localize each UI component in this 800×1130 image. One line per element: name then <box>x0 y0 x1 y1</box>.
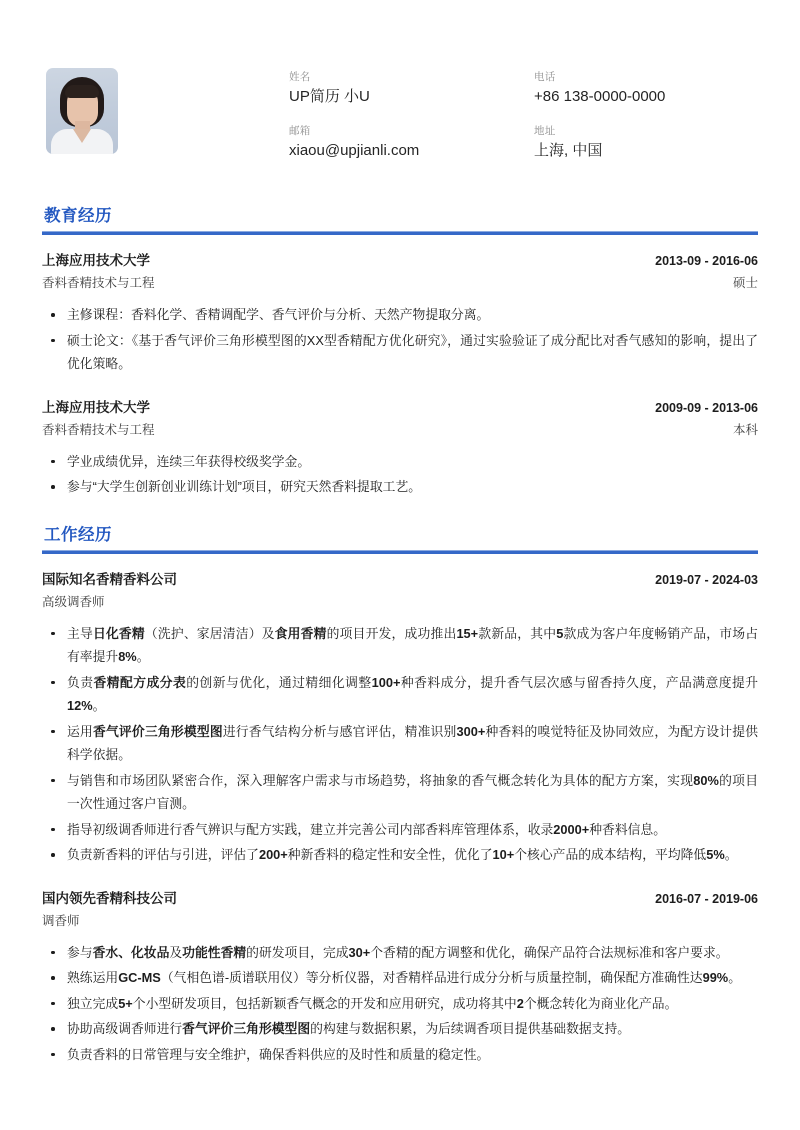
bullet-text: （气相色谱-质谱联用仪）等分析仪器，对香精样品进行成分分析与质量控制，确保配方准确性达 <box>160 970 703 985</box>
entry-date-range: 2013-09 - 2016-06 <box>655 254 758 268</box>
bullet-text: 的创新与优化，通过精细化调整 <box>186 674 372 690</box>
bullet-item <box>42 303 758 327</box>
bullet-emphasis: 300+ <box>456 723 486 739</box>
avatar <box>46 68 118 154</box>
section-rule <box>42 231 758 235</box>
bullet-text: 的项目一次性通过客户盲测。 <box>67 772 759 811</box>
bullet-emphasis: 2 <box>516 995 524 1011</box>
bullet-text: 的项目开发，成功推出 <box>326 625 457 641</box>
contact-label: 地址 <box>534 125 556 137</box>
bullet-text: 熟练运用 <box>67 970 119 985</box>
bullet-text: （洗护、家居清洁）及 <box>144 625 275 641</box>
entry-sub-row <box>42 273 758 294</box>
contact-field-phone <box>534 70 758 108</box>
section-title: 工作经历 <box>44 525 112 544</box>
bullet-text: 。 <box>92 698 106 713</box>
bullet-text: 个概念转化为商业化产品。 <box>523 995 678 1011</box>
contact-field-address <box>534 124 758 162</box>
entry-organization: 上海应用技术大学 <box>42 399 150 415</box>
bullet-text: 协助高级调香师进行 <box>67 1021 183 1036</box>
entry-bullet-list <box>42 450 758 499</box>
bullet-emphasis: 香水、化妆品 <box>92 944 170 960</box>
bullet-text: 参与 <box>67 944 93 960</box>
section-title: 教育经历 <box>44 207 112 225</box>
bullet-item <box>42 622 758 669</box>
bullet-emphasis: GC-MS <box>118 970 161 985</box>
sections-root <box>42 202 758 1066</box>
bullet-emphasis: 30+ <box>348 944 371 960</box>
entry-date-range: 2016-07 - 2019-06 <box>655 891 758 906</box>
bullet-emphasis: 12% <box>67 698 93 713</box>
section <box>42 521 758 1067</box>
contact-value: UP简历 小U <box>289 88 370 105</box>
bullet-item <box>42 475 758 499</box>
bullet-text: 种香料成分，提升香气层次感与留香持久度，产品满意度提升 <box>400 674 759 690</box>
bullet-text: 。 <box>728 970 741 985</box>
bullet-text: 。 <box>136 649 150 664</box>
bullet-emphasis: 5% <box>706 847 725 862</box>
bullet-emphasis: 200+ <box>258 847 288 862</box>
entry-organization: 国内领先香精科技公司 <box>42 890 177 906</box>
experience-entry <box>42 398 758 499</box>
bullet-item <box>42 671 758 718</box>
entry-organization: 上海应用技术大学 <box>42 253 150 268</box>
bullet-item <box>42 818 758 842</box>
bullet-text: 。 <box>724 847 738 862</box>
experience-entry <box>42 251 758 376</box>
bullet-text: 主修课程：香料化学、香精调配学、香气评价与分析、天然产物提取分离。 <box>67 307 490 322</box>
bullet-text: 学业成绩优异，连续三年获得校级奖学金。 <box>67 453 311 469</box>
entry-meta: 本科 <box>732 422 758 437</box>
contact-value: 上海, 中国 <box>534 142 603 159</box>
bullet-emphasis: 5 <box>556 625 564 641</box>
entry-bullet-list <box>42 303 758 376</box>
bullet-emphasis: 5+ <box>118 995 133 1011</box>
bullet-text: 种香料的嗅觉特征及协同效应，为配方设计提供科学依据。 <box>67 723 759 762</box>
bullet-item <box>42 450 758 474</box>
bullet-text: 负责 <box>67 674 94 690</box>
bullet-text: 负责新香料的评估与引进，评估了 <box>67 847 259 862</box>
bullet-item <box>42 329 758 376</box>
bullet-text: 种新香料的稳定性和安全性，优化了 <box>287 847 493 862</box>
entry-sub-row <box>42 911 758 932</box>
contact-label: 姓名 <box>289 71 311 83</box>
bullet-emphasis: 10+ <box>492 847 515 862</box>
bullet-text: 款新品，其中 <box>478 625 557 641</box>
avatar-fringe <box>65 85 99 98</box>
entry-header-row <box>42 251 758 271</box>
bullet-emphasis: 100+ <box>371 674 401 690</box>
bullet-text: 参与“大学生创新创业训练计划”项目，研究天然香料提取工艺。 <box>67 479 422 494</box>
bullet-text: 种香料信息。 <box>589 821 667 837</box>
bullet-item <box>42 720 758 767</box>
bullet-emphasis: 8% <box>118 649 137 664</box>
bullet-item <box>42 992 758 1016</box>
contact-value: +86 138-0000-0000 <box>534 88 666 105</box>
entry-subtitle: 香料香精技术与工程 <box>42 422 155 437</box>
contact-label: 电话 <box>534 71 556 83</box>
entry-subtitle: 调香师 <box>42 913 80 928</box>
bullet-text: 的构建与数据积累，为后续调香项目提供基础数据支持。 <box>310 1021 631 1036</box>
bullet-text: 运用 <box>67 723 93 739</box>
section-rule <box>42 550 758 554</box>
entry-header-row <box>42 398 758 418</box>
entry-meta: 硕士 <box>732 276 758 290</box>
bullet-text: 个小型研发项目，包括新颖香气概念的开发和应用研究，成功将其中 <box>132 995 517 1011</box>
contact-value: xiaou@upjianli.com <box>289 142 420 159</box>
bullet-text: 负责香料的日常管理与安全维护，确保香料供应的及时性和质量的稳定性。 <box>67 1046 490 1062</box>
bullet-item <box>42 966 758 990</box>
contact-field-email <box>289 124 534 162</box>
bullet-emphasis: 99% <box>702 970 729 985</box>
resume-header <box>42 0 758 180</box>
bullet-item <box>42 843 758 867</box>
entry-sub-row <box>42 420 758 441</box>
bullet-text: 款成为客户年度畅销产品，市场占有率提升 <box>67 625 759 664</box>
bullet-text: 个香精的配方调整和优化，确保产品符合法规标准和客户要求。 <box>370 944 729 960</box>
bullet-text: 进行香气结构分析与感官评估，精准识别 <box>222 723 457 739</box>
entry-sub-row <box>42 592 758 613</box>
entry-subtitle: 香料香精技术与工程 <box>42 276 155 290</box>
bullet-item <box>42 769 758 816</box>
bullet-emphasis: 2000+ <box>553 821 590 837</box>
entry-date-range: 2019-07 - 2024-03 <box>655 572 758 587</box>
bullet-emphasis: 香精配方成分表 <box>93 674 187 690</box>
bullet-text: 与销售和市场团队紧密合作，深入理解客户需求与市场趋势，将抽象的香气概念转化为具体的配方方案，实现 <box>67 772 694 788</box>
bullet-emphasis: 功能性香精 <box>182 944 247 960</box>
bullet-emphasis: 15+ <box>456 625 479 641</box>
experience-entry <box>42 570 758 867</box>
section <box>42 202 758 499</box>
bullet-text: 及 <box>169 944 183 960</box>
entry-bullet-list <box>42 622 758 867</box>
entry-header-row <box>42 889 758 909</box>
contact-grid <box>118 68 758 162</box>
bullet-text: 主导 <box>67 625 93 641</box>
bullet-emphasis: 80% <box>693 772 719 788</box>
bullet-item <box>42 941 758 965</box>
bullet-text: 的研发项目，完成 <box>246 944 349 960</box>
contact-field-name <box>289 70 534 108</box>
entry-bullet-list <box>42 941 758 1067</box>
entry-subtitle: 高级调香师 <box>42 594 105 609</box>
entry-date-range: 2009-09 - 2013-06 <box>655 400 758 415</box>
entry-organization: 国际知名香精香料公司 <box>42 571 177 587</box>
experience-entry <box>42 889 758 1067</box>
avatar-collar <box>73 129 91 143</box>
bullet-item <box>42 1043 758 1067</box>
bullet-emphasis: 日化香精 <box>92 625 145 641</box>
bullet-text: 指导初级调香师进行香气辨识与配方实践，建立并完善公司内部香料库管理体系，收录 <box>67 821 554 837</box>
bullet-text: 个核心产品的成本结构，平均降低 <box>514 847 707 862</box>
bullet-emphasis: 食用香精 <box>274 625 327 641</box>
bullet-emphasis: 香气评价三角形模型图 <box>182 1021 311 1036</box>
entry-header-row <box>42 570 758 590</box>
bullet-emphasis: 香气评价三角形模型图 <box>92 723 223 739</box>
bullet-text: 独立完成 <box>67 995 119 1011</box>
bullet-text: 硕士论文：《基于香气评价三角形模型图的XX型香精配方优化研究》，通过实验验证了成分配比对香气感知的影响，提出了优化策略。 <box>67 332 758 371</box>
contact-label: 邮箱 <box>289 125 311 137</box>
bullet-item <box>42 1017 758 1041</box>
